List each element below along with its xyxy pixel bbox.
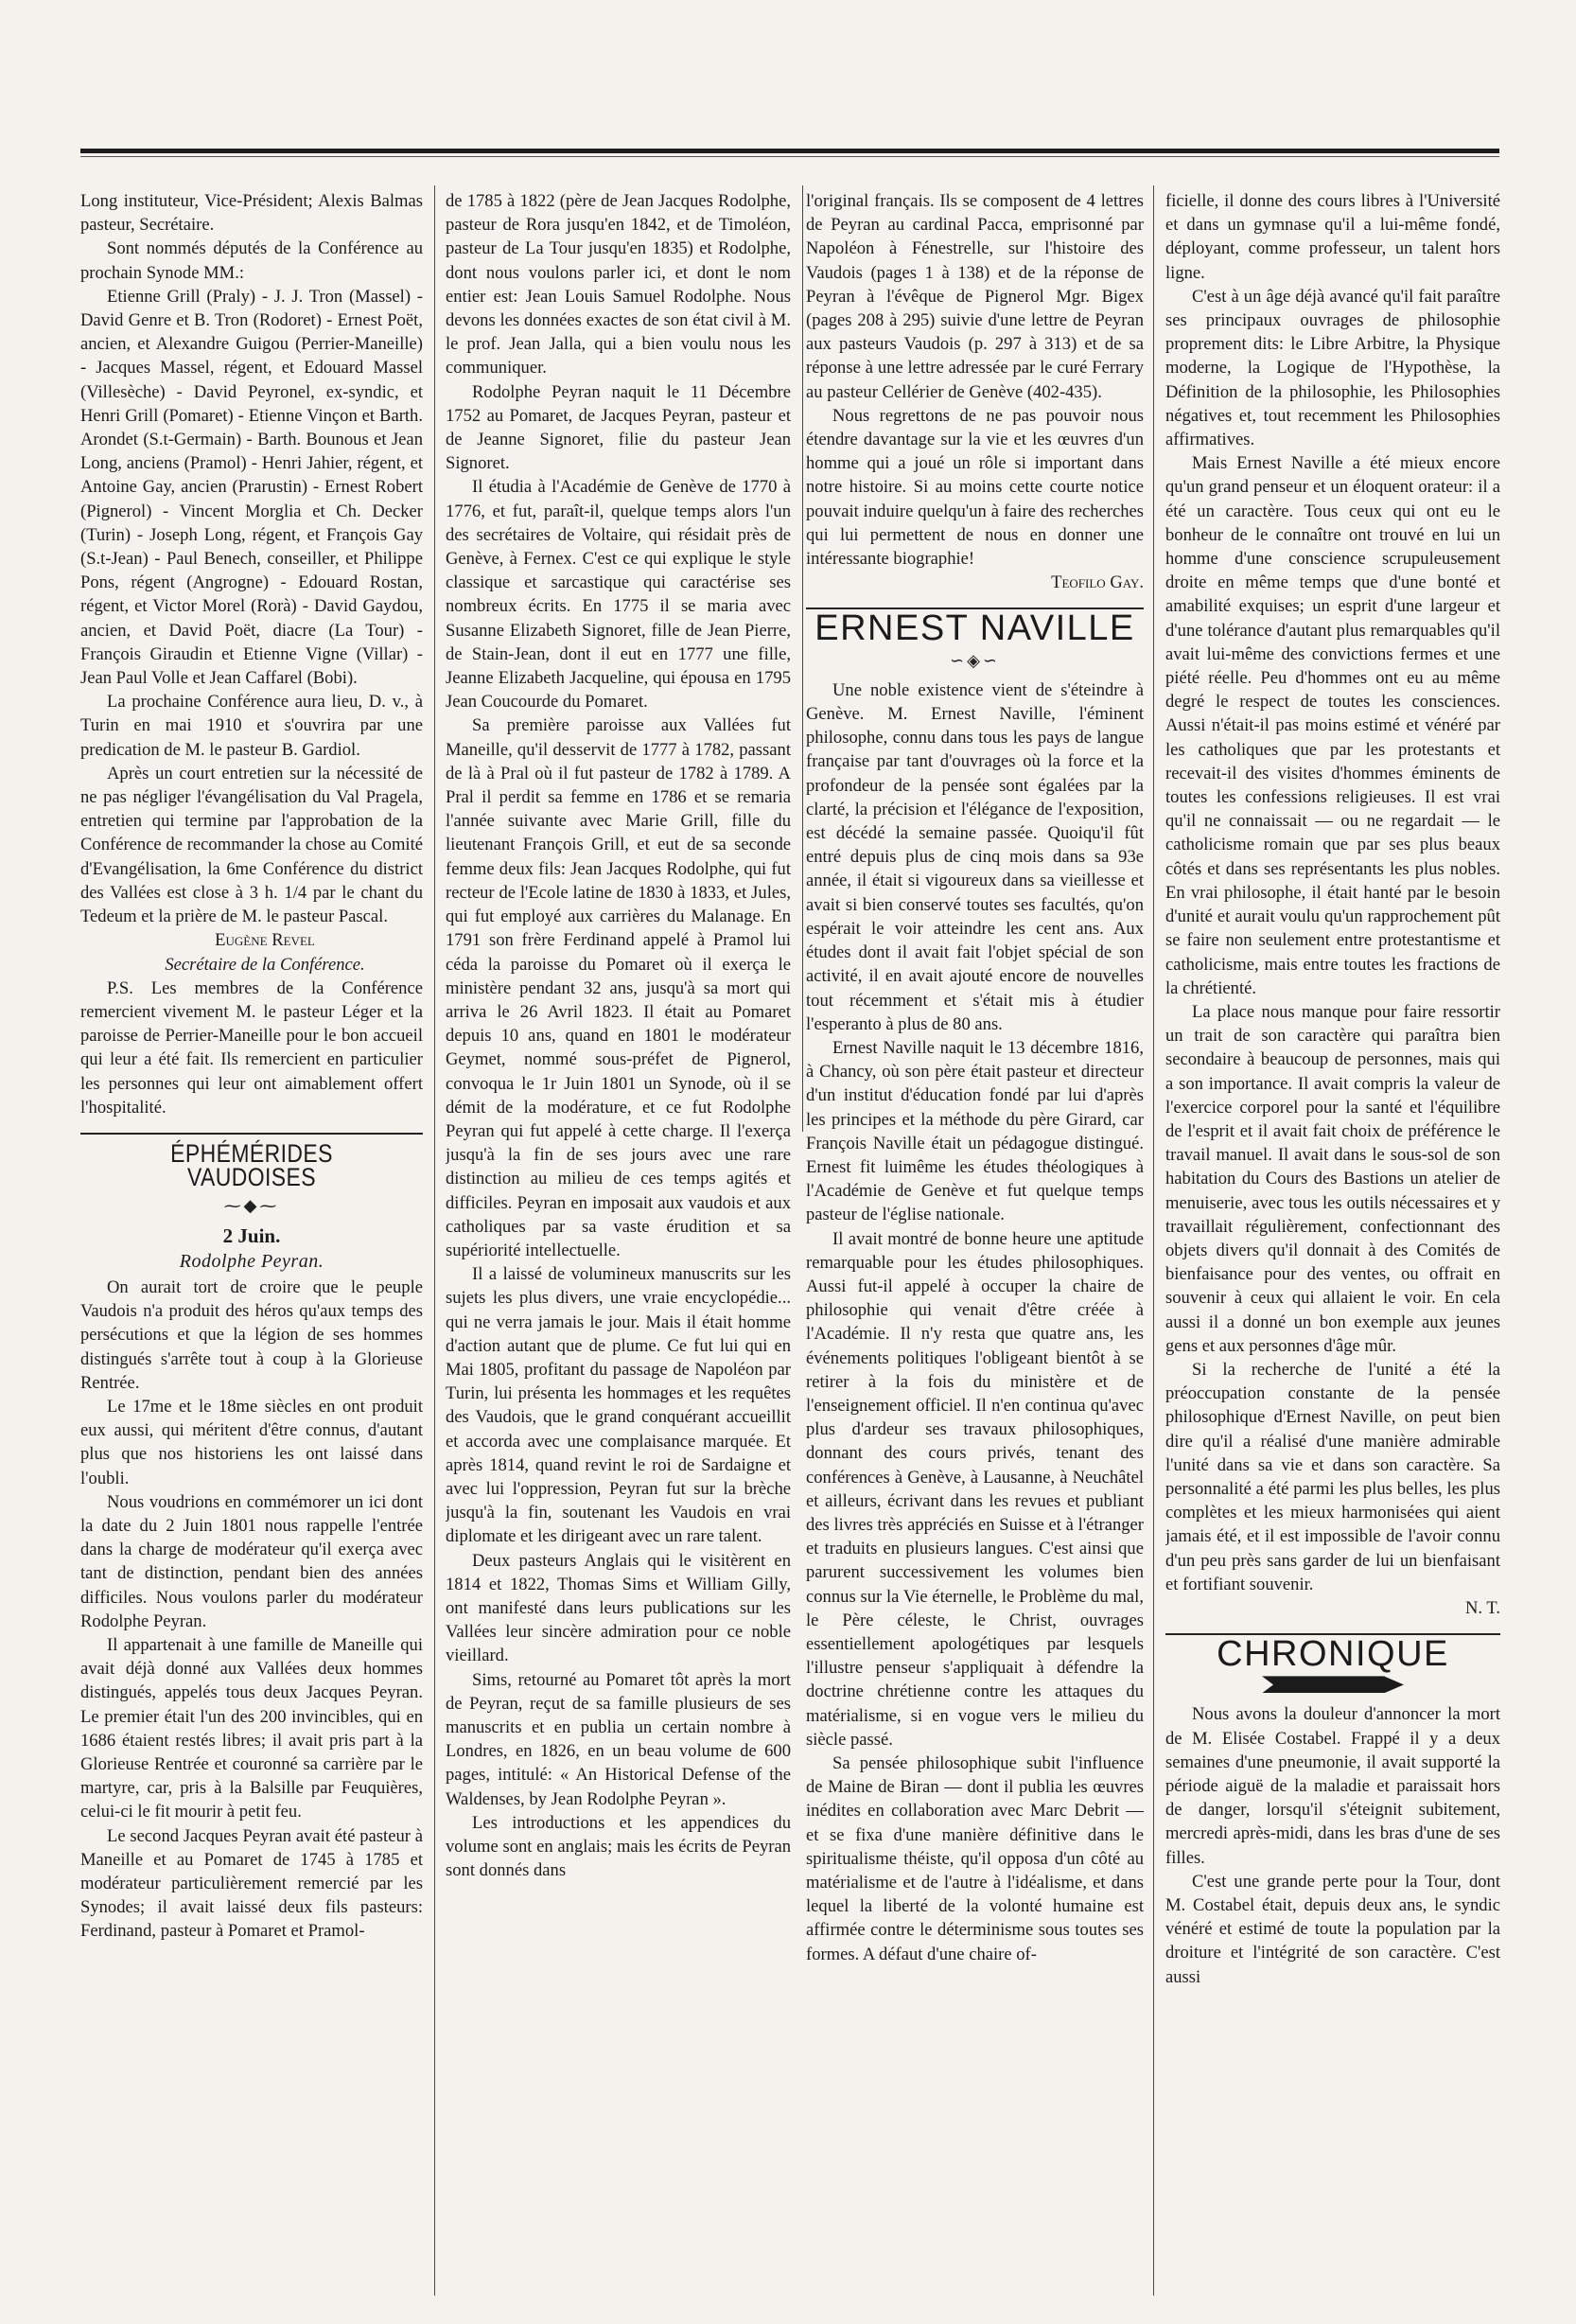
postscript: P.S. Les membres de la Conférence remercient vivement M. le pasteur Léger et la paroisse de Perrier-Maneille pour le bon accueil qui leur a été fait. Ils remercient en particulier les personnes qui leur ont aimablement offert l'hospitalité. xyxy=(80,977,423,1118)
paragraph: Sims, retourné au Pomaret tôt après la mort de Peyran, reçut de sa famille plusieurs de ses manuscrits et en publia un certain nombre à Londres, en 1826, en un beau volume de 600 pages, intitulé: « An Historical Defense of the Waldenses, by Jean Rodolphe Peyran ». xyxy=(446,1669,791,1809)
entry-subject: Rodolphe Peyran. xyxy=(179,1250,324,1272)
section-title: CHRONIQUE xyxy=(1217,1634,1449,1675)
officers-line: Long instituteur, Vice-Président; Alexis Balmas pasteur, Secrétaire. xyxy=(80,191,423,236)
paragraph: Nous voudrions en commémorer un ici dont la date du 2 Juin 1801 nous rappelle l'entrée dans la charge de modérateur qu'il exerça avec tant de distinction, pendant bien des années difficiles. Nous voulons parler du modérateur Rodolphe Peyran. xyxy=(80,1491,423,1631)
signature: N. T. xyxy=(1464,1597,1500,1618)
column-divider xyxy=(1153,185,1154,2296)
header-rule-thin xyxy=(80,156,1499,157)
paragraph: La prochaine Conférence aura lieu, D. v., à Turin en mai 1910 et s'ouvrira par une predication de M. le pasteur B. Gardiol. xyxy=(80,692,423,760)
paragraph: Il avait montré de bonne heure une aptitude remarquable pour les études philosophiques. Aussi fut-il appelé à occuper la chaire de philosophie qui venait d'être créée à l'Académie. Il n'y resta que quatre ans, les événements politiques l'obligeant bientôt à se retirer à la fois du ministère et de l'enseignement officiel. Il n'en continua qu'avec plus d'ardeur ses travaux philosophiques, donnant des cours privés, tenant des conférences à Genève, à Lausanne, à Neuchâtel et ailleurs, écrivant dans les revues et publiant des livres très appréciés en Suisse et à l'étranger et traduits en plusieurs langues. C'est ainsi que parurent successivement les volumes bien connus sur la Vie éternelle, le Problème du mal, le Père céleste, le Christ, ouvrages essentiellement apologétiques par lesquels l'illustre penseur s'appliquait à défendre la doctrine chrétienne contre les attaques du matérialisme, si en vogue vers le milieu du siècle passé. xyxy=(806,1228,1144,1750)
section-heading xyxy=(1165,1633,1500,1693)
section-title: ÉPHÉMÉRIDES VAUDOISES xyxy=(170,1138,333,1192)
paragraph: Il étudia à l'Académie de Genève de 1770 à 1776, et fut, paraît-il, quelque temps alors l'un des secrétaires de Voltaire, qui résidait près de Genève, à Fernex. C'est ce qui explique le style classique et sarcastique qui caractérise ses nombreux écrits. En 1775 il se maria avec Susanne Elizabeth Signoret, fille de Jean Pierre, de Stain-Jean, dont il eut en 1777 une fille, Jeanne Elizabeth Jacqueline, qui épousa en 1795 Jean Coucourde du Pomaret. xyxy=(446,477,791,713)
ornament-divider: ⁓◆⁓ xyxy=(223,1196,280,1216)
paragraph: Les introductions et les appendices du volume sont en anglais; mais les écrits de Peyran sont donnés dans xyxy=(446,1812,791,1881)
paragraph: Après un court entretien sur la nécessité de ne pas négliger l'évangélisation du Val Pragela, entretien qui termine par l'approbation de la Conférence de recommander la chose au Comité d'Evangélisation, la 6me Conférence du district des Vallées est close à 3 h. 1/4 par le chant du Tedeum et la prière de M. le pasteur Pascal. xyxy=(80,763,423,927)
paragraph: Le 17me et le 18me siècles en ont produit eux aussi, qui méritent d'être connus, d'autant plus que nos historiens les ont laissé dans l'oubli. xyxy=(80,1396,423,1488)
paragraph: Il appartenait à une famille de Maneille qui avait déjà donné aux Vallées deux hommes distingués, appelés tous deux Jacques Peyran. Le premier était l'un des 200 invincibles, qui en 1686 étaient restés libres; il avait pris part à la Glorieuse Rentrée et couronné sa carrière par le martyre, car, pris à la Balsille par Feuquières, celui-ci le fit mourir à petit feu. xyxy=(80,1634,423,1822)
paragraph: Sa première paroisse aux Vallées fut Maneille, qu'il desservit de 1777 à 1782, passant de là à Pral où il fut pasteur de 1782 à 1789. A Pral il perdit sa femme en 1786 et se remaria l'année suivante avec Marie Grill, fille du lieutenant François Grill, et eut de sa seconde femme deux fils: Jean Jacques Rodolphe, qui fut recteur de l'Ecole latine de 1830 à 1833, et Jules, qui fut employé aux carrières du Malanage. En 1791 son frère Ferdinand appelé à Pramol lui céda la paroisse du Pomaret où il exerça le ministère pendant 32 ans, jusqu'à sa mort qui arriva le 26 Avril 1823. Il était au Pomaret depuis 10 ans, quand en 1801 le modérateur Geymet, nommé sous-préfet de Pignerol, convoqua le 1r Juin 1801 un Synode, où il se démit de la modérature, et ce fut Rodolphe Peyran qui fut appelé à cette charge. Il l'exerça jusqu'à la fin de ses jours avec une rare distinction au milieu de ces temps agités et difficiles. Peyran en imposait aux vaudois et aux catholiques par sa vaste érudition et sa supériorité intellectuelle. xyxy=(446,715,791,1260)
paragraph: Rodolphe Peyran naquit le 11 Décembre 1752 au Pomaret, de Jacques Peyran, pasteur et de Jeanne Signoret, filie du pasteur Jean Signoret. xyxy=(446,381,791,474)
paragraph: Deux pasteurs Anglais qui le visitèrent en 1814 et 1822, Thomas Sims et William Gilly, ont manifesté dans leurs publications sur les Vallées leur sincère admiration pour ce noble vieillard. xyxy=(446,1550,791,1666)
paragraph: Sa pensée philosophique subit l'influence de Maine de Biran — dont il publia les œuvres inédites en collaboration avec Marc Debrit — et se fixa d'une manière définitive dans le spiritualisme théiste, qu'il opposa d'un côté au matérialisme et de l'autre à l'idéalisme, et dans lequel la liberté de la volonté humaine est affirmée contre le déterminisme sous toutes ses formes. A défaut d'une chaire of- xyxy=(806,1753,1144,1964)
section-heading xyxy=(80,1133,423,1219)
paragraph: La place nous manque pour faire ressortir un trait de son caractère qui paraîtra bien secondaire à beaucoup de personnes, mais qui a son importance. Il avait compris la valeur de l'exercice corporel pour la santé et l'équilibre de l'esprit et il avait fait choix de préférence le travail manuel. Il avait dans le sous-sol de son habitation du Cours des Bastions un atelier de menuiserie, avec tous les outils nécessaires et y travaillait régulièrement, confectionnant des objets divers qu'il donnait à des Comités de bienfaisance pour des ventes, ou offrait en souvenir à ceux qui allaient le voir. En cela aussi il a donné un bon exemple aux jeunes gens et aux personnes d'âge mûr. xyxy=(1165,1001,1500,1356)
header-rule xyxy=(80,149,1499,153)
paragraph: Sont nommés députés de la Conférence au prochain Synode MM.: xyxy=(80,238,423,283)
paragraph: ficielle, il donne des cours libres à l'Université et dans un gymnase qu'il a lui-même fondé, déployant, comme professeur, un talent hors ligne. xyxy=(1165,191,1500,283)
paragraph: On aurait tort de croire que le peuple Vaudois n'a produit des héros qu'aux temps des persécutions et que la légion de ses hommes distingués s'arrête tout à coup à la Glorieuse Rentrée. xyxy=(80,1276,423,1393)
paragraph: de 1785 à 1822 (père de Jean Jacques Rodolphe, pasteur de Rora jusqu'en 1842, et de Timoléon, pasteur de La Tour jusqu'en 1835) et Rodolphe, dont nous voulons parler ici, et dont le nom entier est: Jean Louis Samuel Rodolphe. Nous devons les données exactes de son état civil à M. le prof. Jean Jalla, qui a bien voulu nous les communiquer. xyxy=(446,191,791,379)
paragraph: Nous avons la douleur d'annoncer la mort de M. Elisée Costabel. Frappé il y a deux semaines d'une pneumonie, il avait supporté la période aiguë de la maladie et paraissait hors de danger, lorsqu'il s'éteignit subitement, mercredi après-midi, dans les bras d'une de ses filles. xyxy=(1165,1704,1500,1868)
ornament-divider: ∽◈∽ xyxy=(949,650,1000,670)
column-divider xyxy=(434,185,435,2296)
column-divider xyxy=(802,185,803,1132)
section-heading xyxy=(806,607,1144,672)
paragraph: Il a laissé de volumineux manuscrits sur les sujets les plus divers, une vraie encyclopédie... qui ne verra jamais le jour. Mais il était homme d'action autant que de plume. Ce fut lui qui en Mai 1805, profitant du passage de Napoléon par Turin, lui présenta les hommages et les requêtes des Vaudois, que le grand conquérant accueillit et accorda avec une complaisance marquée. Et après 1814, quand revint le roi de Sardaigne et avec lui l'oppression, Peyran fut sur la brèche jusqu'à la fin, soutenant les Vaudois en vrai diplomate et les dirigeant avec un rare talent. xyxy=(446,1264,791,1547)
paragraph: Nous regrettons de ne pas pouvoir nous étendre davantage sur la vie et les œuvres d'un homme qui a joué un rôle si important dans notre histoire. Si au moins cette courte notice pouvait induire quelqu'un à faire des recherches qui lui permettent de nous en donner une intéressante biographie! xyxy=(806,405,1144,570)
paragraph: l'original français. Ils se composent de 4 lettres de Peyran au cardinal Pacca, emprisonné par Napoléon à Fénestrelle, sur l'histoire des Vaudois (pages 1 à 138) et de la réponse de Peyran à l'évêque de Pignerol Mgr. Bigex (pages 208 à 295) suivie d'une lettre de Peyran aux pasteurs Vaudois (p. 297 à 313) et de sa réponse à une lettre adressée par le curé Ferrary au pasteur Cellérier de Genève (402-435). xyxy=(806,191,1144,402)
deputies-list: Etienne Grill (Praly) - J. J. Tron (Massel) - David Genre et B. Tron (Rodoret) - Ernest Poët, ancien, et Alexandre Guigou (Perrier-Maneille) - Jacques Massel, régent, et Edouard Massel (Villesèche) - David Peyronel, ex-syndic, et Henri Grill (Pomaret) - Etienne Vinçon et Barth. Arondet (S.t-Germain) - Barth. Bounous et Jean Long, anciens (Pramol) - Henri Jahier, régent, et Antoine Gay, ancien (Prarustin) - Ernest Robert (Pignerol) - Vincent Morglia et Ch. Decker (Turin) - Joseph Long, régent, et François Gay (S.t-Jean) - Paul Benech, conseiller, et Philippe Pons, régent (Angrogne) - Edouard Rostan, régent, et Victor Morel (Rorà) - David Gaydou, ancien, et David Poët, diacre (La Tour) - François Giraudin et Etienne Vigne (Villar) - Jean Paul Volle et Jean Caffarel (Bobi). xyxy=(80,286,423,689)
signature-name: Eugène Revel xyxy=(215,930,315,951)
column-3 xyxy=(806,189,1144,2309)
column-4 xyxy=(1165,189,1500,2309)
paragraph: Si la recherche de l'unité a été la préoccupation constante de la pensée philosophique d'Ernest Naville, on peut bien dire qu'il a réalisé d'une manière admirable l'unité dans sa vie et dans son caractère. Sa personnalité a été parmi les plus belles, les plus complètes et les mieux harmonisées qui aient jamais été, et il est impossible de l'avoir connu d'un peu près sans garder de lui un bienfaisant et fortifiant souvenir. xyxy=(1165,1359,1500,1594)
banner-ornament xyxy=(1262,1676,1404,1693)
paragraph: C'est à un âge déjà avancé qu'il fait paraître ses principaux ouvrages de philosophie proprement dits: le Libre Arbitre, la Physique moderne, la Logique de l'Hypothèse, la Définition de la philosophie, les Philosophies négatives et, tout recemment les Philosophies affirmatives. xyxy=(1165,286,1500,450)
paragraph: Une noble existence vient de s'éteindre à Genève. M. Ernest Naville, l'éminent philosophe, connu dans tous les pays de langue française par tant d'ouvrages où la force et la profondeur de la pensée sont égalées par la clarté, la précision et l'élégance de l'exposition, est décédé la semaine passée. Quoiqu'il fût entré depuis plus de cinq mois dans sa 93e année, il était si vigoureux dans sa vieillesse et avait si bien conservé toutes ses facultés, qu'on espérait le voir atteindre les cent ans. Aux études dont il avait fait l'objet spécial de son activité, il en avait ajouté encore de nouvelles tout récemment et s'était mis à étudier l'esperanto à plus de 80 ans. xyxy=(806,679,1144,1034)
paragraph: C'est une grande perte pour la Tour, dont M. Costabel était, depuis deux ans, le syndic vénéré et estimé de toute la population par la droiture et l'intégrité de son caractère. C'est aussi xyxy=(1165,1871,1500,1987)
paragraph: Le second Jacques Peyran avait été pasteur à Maneille et au Pomaret de 1745 à 1785 et modérateur particulièrement remercié par les Synodes; il avait laissé deux fils pasteurs: Ferdinand, pasteur à Pomaret et Pramol- xyxy=(80,1825,423,1942)
paragraph: Mais Ernest Naville a été mieux encore qu'un grand penseur et un éloquent orateur: il a été un caractère. Tous ceux qui ont eu le bonheur de le connaître ont trouvé en lui un homme d'une conscience scrupuleusement droite en même temps que d'une bonté et amabilité exquises; un esprit d'une largeur et d'une tolérance d'autant plus remarquables qu'il avait lui-même des convictions fermes et une piété réelle. Peu d'hommes ont eu au même degré le respect de toutes les consciences. Aussi n'était-il pas moins estimé et vénéré par les catholiques que par les protestants et recevait-il des visites d'hommes éminents de toutes les confessions religieuses. Il est vrai qu'il ne connaissait — ou ne regardait — le catholicisme romain que par ses plus beaux côtés et dans ses représentants les plus nobles. En vrai philosophe, il était hanté par le besoin d'unité et aurait voulu qu'un rapprochement pût se faire non seulement entre protestantisme et catholicisme, mais entre toutes les fractions de la chrétienté. xyxy=(1165,453,1500,998)
signature: Teofilo Gay. xyxy=(1051,572,1144,593)
paragraph: Ernest Naville naquit le 13 décembre 1816, à Chancy, où son père était pasteur et directeur d'un institut d'éducation fondé par lui d'après les principes et la méthode du père Girard, car François Naville était un pédagogue distingué. Ernest fit luimême les études théologiques à l'Académie de Genève et fut quelque temps pasteur de l'église nationale. xyxy=(806,1037,1144,1225)
section-title: ERNEST NAVILLE xyxy=(814,608,1135,649)
column-1 xyxy=(80,189,423,2309)
column-2 xyxy=(446,189,791,2309)
entry-date: 2 Juin. xyxy=(222,1224,281,1247)
signature-title: Secrétaire de la Conférence. xyxy=(165,954,365,975)
